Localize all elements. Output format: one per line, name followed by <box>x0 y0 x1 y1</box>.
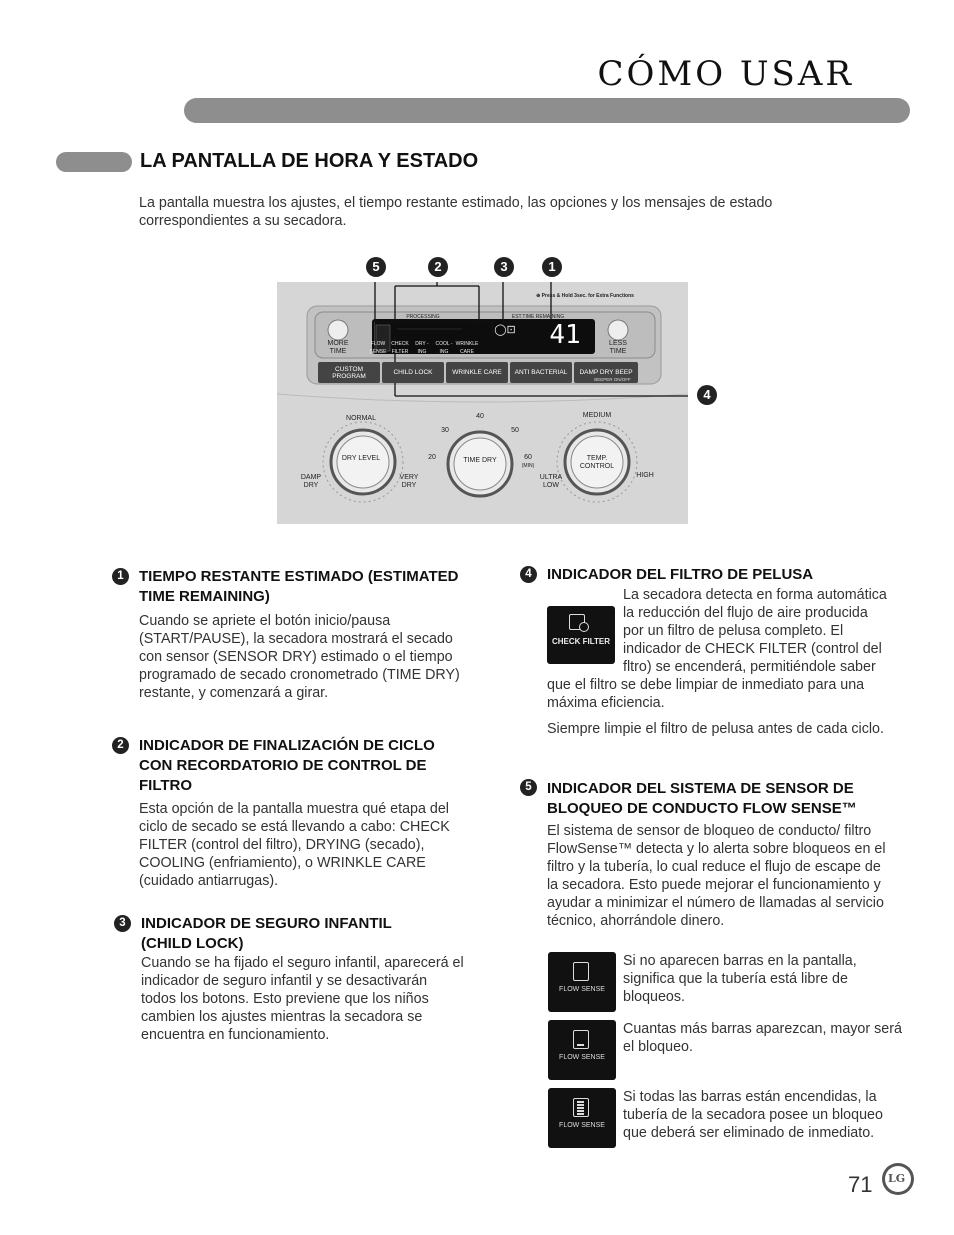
item-2-body: Esta opción de la pantalla muestra qué etapa del ciclo de secado se está llevando a cabo: CHECK FILTER (control del filtro), DRYING (secado), COOLING (enfriamiento), o WRINKLE CARE (cuidado antiarrugas). <box>139 801 450 889</box>
dial-dry-level-left: DAMP DRY <box>300 474 322 489</box>
dial-time-60: 60 <box>524 454 532 461</box>
callout-3: 3 <box>494 257 514 277</box>
item-5-body: El sistema de sensor de bloqueo de conducto/ filtro FlowSense™ detecta y lo alerta sobre bloqueos en el filtro y la tubería, lo cual reduce el flujo de escape de la secadora. Esto puede mejorar el funcionamiento y ayudar a minimizar el número de llamadas al servicio técnico, ahorrándole dinero. <box>547 823 886 929</box>
dial-time-50: 50 <box>511 427 519 434</box>
panel-indicator-wrinkle-care: WRINKLE CARE <box>455 341 479 355</box>
panel-drawing <box>277 282 688 524</box>
callout-1: 1 <box>542 257 562 277</box>
panel-est-time-label: EST.TIME REMAINING <box>511 314 565 320</box>
section-pill <box>56 152 132 172</box>
item-5-title: INDICADOR DEL SISTEMA DE SENSOR DE BLOQUEO DE CONDUCTO FLOW SENSE™ <box>547 780 857 817</box>
item-1-number: 1 <box>112 568 129 585</box>
callout-4: 4 <box>697 385 717 405</box>
section-intro: La pantalla muestra los ajustes, el tiempo restante estimado, las opciones y los mensajes de estado correspondientes a su secadora. <box>139 195 773 229</box>
item-5-number: 5 <box>520 779 537 796</box>
flow-sense-partial-icon: FLOW SENSE <box>548 1020 616 1080</box>
dial-time-dry-label: TIME DRY <box>463 457 497 464</box>
check-filter-icon: CHECK FILTER <box>547 606 615 664</box>
panel-button-child-lock: CHILD LOCK <box>382 362 444 383</box>
flow-sense-partial-text: Cuantas más barras aparezcan, mayor será el bloqueo. <box>623 1021 902 1055</box>
item-4-title: INDICADOR DEL FILTRO DE PELUSA <box>547 566 814 583</box>
flow-sense-empty-text: Si no aparecen barras en la pantalla, significa que la tubería está libre de bloqueos. <box>623 953 857 1005</box>
item-2-title: INDICADOR DE FINALIZACIÓN DE CICLO CON RECORDATORIO DE CONTROL DE FILTRO <box>139 737 435 794</box>
flow-sense-full-text: Si todas las barras están encendidas, la tubería de la secadora posee un bloqueo que deberá ser eliminado de inmediato. <box>623 1089 883 1141</box>
dial-time-min: (MIN) <box>521 463 535 469</box>
dial-temp-right: HIGH <box>636 472 654 479</box>
panel-beeper-note: BEEPER ON/OFF <box>594 377 631 382</box>
item-1-body: Cuando se apriete el botón inicio/pausa (START/PAUSE), la secadora mostrará el secado con sensor (SENSOR DRY) estimado o el tiempo programado de secado cronometrado (TIME DRY) restante, y comenzará a girar. <box>139 613 460 701</box>
lg-logo: LG <box>882 1163 914 1195</box>
item-3-number: 3 <box>114 915 131 932</box>
dial-temp-control-label: TEMP. CONTROL <box>579 455 615 470</box>
panel-indicator-cooling: COOL -ING <box>435 341 453 355</box>
panel-time-display: 41 <box>549 320 581 350</box>
dial-time-20: 20 <box>428 454 436 461</box>
panel-indicator-drying: DRY -ING <box>415 341 429 355</box>
panel-indicator-check-filter: CHECK FILTER <box>391 341 409 355</box>
header-bar <box>184 98 910 123</box>
panel-indicator-flow-sense: FLOW SENSE <box>369 341 387 355</box>
panel-button-anti-bacterial: ANTI BACTERIAL <box>510 362 572 383</box>
callout-2: 2 <box>428 257 448 277</box>
panel-button-wrinkle-care: WRINKLE CARE <box>446 362 508 383</box>
panel-hold-note: ⊕ Press & Hold 3sec. for Extra Functions <box>536 293 634 299</box>
item-3-body: Cuando se ha fijado el seguro infantil, aparecerá el indicador de seguro infantil y se desactivarán todos los botons. Esto previene que los niños cambien los ajustes mientras la secadora se encuentra en funcionamiento. <box>141 955 464 1043</box>
panel-button-damp-dry-beep: DAMP DRY BEEP <box>574 362 638 383</box>
callout-5: 5 <box>366 257 386 277</box>
flow-sense-full-icon: FLOW SENSE <box>548 1088 616 1148</box>
item-4-number: 4 <box>520 566 537 583</box>
dial-temp-left: ULTRA LOW <box>539 474 563 489</box>
panel-less-time-label: LESS TIME <box>609 340 627 355</box>
dial-time-30: 30 <box>441 427 449 434</box>
item-2-number: 2 <box>112 737 129 754</box>
page-header-title: CÓMO USAR <box>597 54 854 94</box>
item-1-title: TIEMPO RESTANTE ESTIMADO (ESTIMATED TIME REMAINING) <box>139 568 459 605</box>
control-panel-illustration <box>277 282 688 524</box>
dial-temp-top: MEDIUM <box>582 412 612 419</box>
item-4-body: CHECK FILTER La secadora detecta en forma automática la reducción del flujo de aire producida por un filtro de pelusa completo. El indicador de CHECK FILTER (control del fltro) se encenderá, permitiéndole saber que el filtro se debe limpiar de inmediato para una máxima eficiencia. <box>547 587 887 711</box>
item-4-body2: Siempre limpie el filtro de pelusa antes de cada ciclo. <box>547 721 884 737</box>
page-number: 71 <box>848 1172 873 1197</box>
item-3-title: INDICADOR DE SEGURO INFANTIL (CHILD LOCK) <box>141 915 392 952</box>
dial-dry-level-label: DRY LEVEL <box>341 455 381 462</box>
section-title: LA PANTALLA DE HORA Y ESTADO <box>140 150 479 172</box>
dial-dry-level-top: NORMAL <box>346 415 376 422</box>
dial-time-40: 40 <box>476 413 484 420</box>
panel-more-time-label: MORE TIME <box>327 340 349 355</box>
panel-lock-icons: ◯⊡ <box>494 324 516 336</box>
flow-sense-empty-icon: FLOW SENSE <box>548 952 616 1012</box>
dial-dry-level-right: VERY DRY <box>399 474 419 489</box>
panel-processing-label: PROCESSING <box>406 314 440 320</box>
panel-button-custom-program: CUSTOM PROGRAM <box>318 362 380 383</box>
